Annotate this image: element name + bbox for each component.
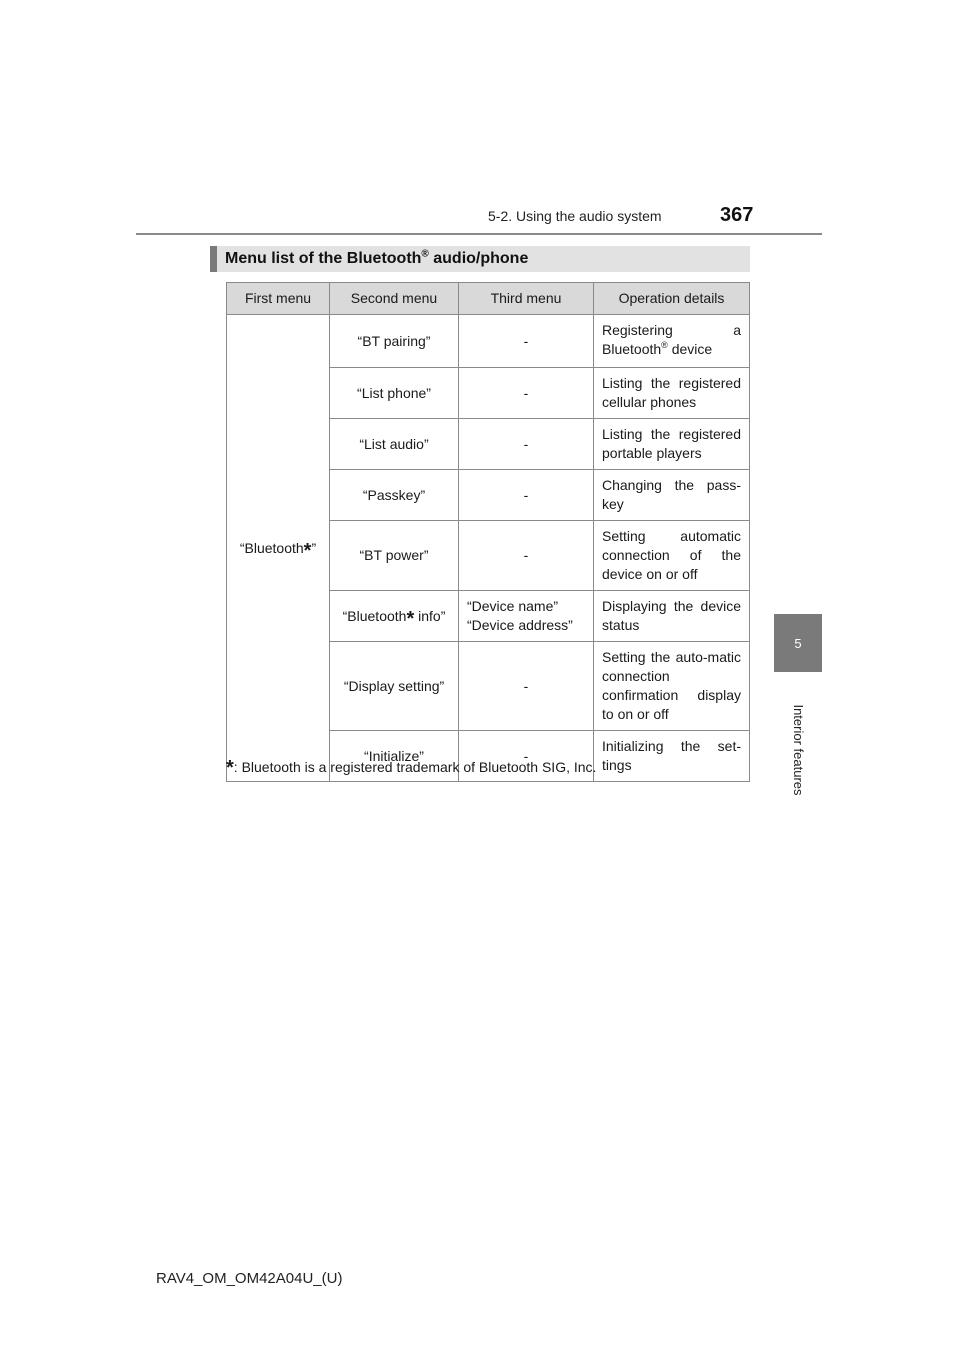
third-menu-cell: -: [459, 470, 594, 521]
second-menu-cell: “Display setting”: [330, 642, 459, 731]
operation-details-cell: Initializing the set-tings: [594, 731, 750, 782]
operation-details-cell: Setting automatic connection of the device on or off: [594, 521, 750, 591]
section-title-text: Menu list of the Bluetooth: [225, 250, 422, 267]
details-text: Registering a Bluetooth: [602, 322, 741, 357]
third-menu-cell: -: [459, 419, 594, 470]
chapter-tab-label: Interior features: [791, 704, 806, 796]
section-title-text-end: audio/phone: [428, 250, 529, 267]
operation-details-cell: Changing the pass-key: [594, 470, 750, 521]
asterisk-mark: *: [226, 757, 234, 779]
asterisk-mark: *: [303, 540, 312, 562]
first-menu-cell: [227, 315, 330, 782]
details-text-end: device: [667, 341, 713, 357]
operation-details-cell: Listing the registered cellular phones: [594, 368, 750, 419]
third-menu-cell: [459, 591, 594, 642]
header-divider: [136, 233, 822, 235]
second-menu-cell: “BT pairing”: [330, 315, 459, 368]
second-menu-cell: “Passkey”: [330, 470, 459, 521]
operation-details-cell: Listing the registered portable players: [594, 419, 750, 470]
table-header-row: [227, 283, 750, 315]
footnote-text: : Bluetooth is a registered trademark of Bluetooth SIG, Inc.: [233, 759, 597, 775]
second-menu-cell: “List audio”: [330, 419, 459, 470]
document-code: RAV4_OM_OM42A04U_(U): [156, 1270, 343, 1287]
second-menu-label: “Bluetooth: [342, 608, 407, 624]
running-header-section: 5-2. Using the audio system: [488, 208, 662, 224]
page-number: 367: [720, 204, 754, 226]
third-menu-device-name: “Device name”: [467, 598, 559, 614]
asterisk-mark: *: [406, 608, 415, 630]
third-menu-cell: -: [459, 368, 594, 419]
table-row: [227, 315, 750, 368]
second-menu-cell: “Initialize”: [330, 731, 459, 782]
second-menu-cell: [330, 591, 459, 642]
operation-details-cell: [594, 315, 750, 368]
third-menu-cell: -: [459, 521, 594, 591]
operation-details-cell: Displaying the device status: [594, 591, 750, 642]
registered-mark: ®: [421, 248, 429, 260]
third-menu-device-address: “Device address”: [467, 617, 573, 633]
column-header-operation-details: Operation details: [594, 283, 750, 315]
registered-mark: ®: [661, 340, 668, 350]
chapter-tab-number: 5: [774, 614, 822, 672]
bluetooth-menu-table: [226, 282, 750, 782]
footnote: [226, 755, 596, 778]
second-menu-cell: “BT power”: [330, 521, 459, 591]
operation-details-cell: Setting the auto-matic connection confirmation display to on or off: [594, 642, 750, 731]
first-menu-label-end: ”: [311, 540, 317, 556]
column-header-first-menu: First menu: [227, 283, 330, 315]
column-header-third-menu: Third menu: [459, 283, 594, 315]
column-header-second-menu: Second menu: [330, 283, 459, 315]
second-menu-cell: “List phone”: [330, 368, 459, 419]
second-menu-label-end: info”: [414, 608, 446, 624]
third-menu-cell: -: [459, 731, 594, 782]
first-menu-label: “Bluetooth: [239, 540, 304, 556]
section-title: [210, 246, 750, 272]
third-menu-cell: -: [459, 642, 594, 731]
third-menu-cell: -: [459, 315, 594, 368]
